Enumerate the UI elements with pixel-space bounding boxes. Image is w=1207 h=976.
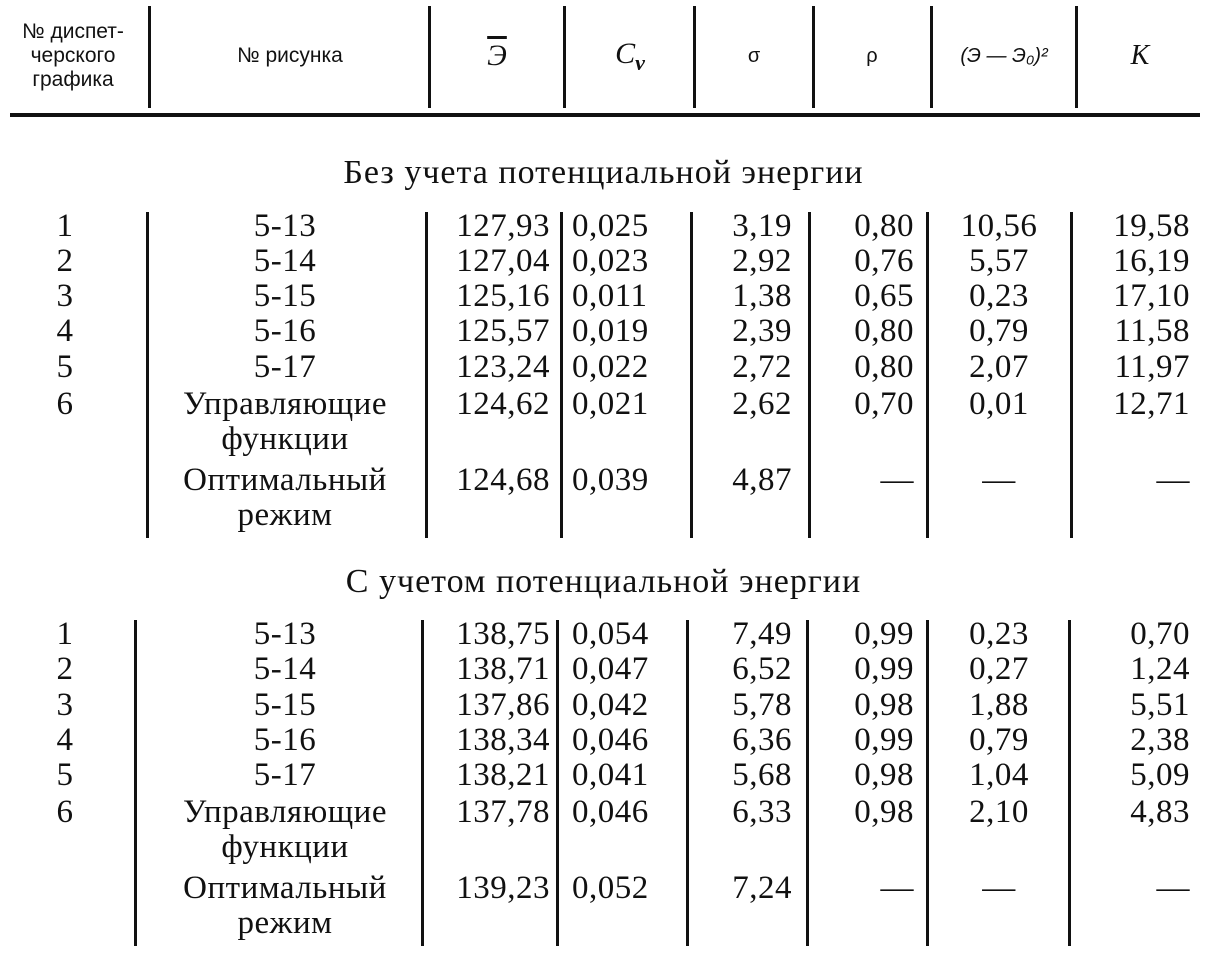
table-cell-rho: 0,80 (854, 349, 914, 385)
table-cell-squared-deviation: 0,01 (969, 386, 1029, 422)
table-cell-rho: 0,70 (854, 386, 914, 422)
table-cell-rho: 0,98 (854, 794, 914, 830)
column-divider (560, 212, 563, 538)
header-col-figure (152, 0, 428, 112)
table-cell-squared-deviation: 0,27 (969, 651, 1029, 687)
table-cell-rho: 0,99 (854, 616, 914, 652)
table-cell-energy: 137,78 (456, 794, 550, 830)
table-cell-squared-deviation: 1,88 (969, 687, 1029, 723)
column-divider (926, 212, 929, 538)
table-cell-k: 11,58 (1114, 313, 1190, 349)
table-cell-sigma: 2,62 (732, 386, 792, 422)
table-cell-k: 17,10 (1113, 278, 1190, 314)
table-cell-energy: 127,93 (456, 208, 550, 244)
table-cell-figure: 5-13 (253, 616, 317, 652)
table-cell-cv: 0,021 (572, 386, 649, 422)
table-cell-rho: 0,76 (854, 243, 914, 279)
table-cell-figure: Управляющие функции (183, 794, 387, 865)
table-cell-rho: 0,65 (854, 278, 914, 314)
column-divider (421, 620, 424, 946)
table-cell-k: — (1156, 462, 1190, 498)
table-cell-squared-deviation: 2,07 (969, 349, 1029, 385)
header-col-dispatch-number (0, 0, 146, 112)
header-col-squared-deviation (934, 0, 1074, 112)
header-divider (1075, 6, 1078, 108)
table-cell-figure: 5-15 (253, 278, 317, 314)
table-cell-cv: 0,054 (572, 616, 649, 652)
header-col-k-label: K (1130, 40, 1150, 71)
table-cell-number: 6 (56, 386, 74, 422)
table-cell-figure: 5-16 (253, 722, 317, 758)
table-cell-squared-deviation: — (982, 462, 1016, 498)
table-cell-rho: 0,80 (854, 208, 914, 244)
column-divider (690, 212, 693, 538)
header-col-rho-label: ρ (866, 44, 878, 67)
table-cell-figure: 5-15 (253, 687, 317, 723)
table-cell-squared-deviation: 0,23 (969, 278, 1029, 314)
table-cell-cv: 0,041 (572, 757, 649, 793)
column-divider (425, 212, 428, 538)
table-cell-rho: 0,98 (854, 687, 914, 723)
header-col-k (1080, 0, 1200, 112)
header-col-energy (432, 0, 562, 112)
table-cell-sigma: 1,38 (732, 278, 792, 314)
table-cell-sigma: 2,92 (732, 243, 792, 279)
table-cell-cv: 0,052 (572, 870, 649, 906)
header-bottom-rule (10, 113, 1200, 117)
header-col-rho (816, 0, 928, 112)
table-cell-figure: Оптимальный режим (183, 870, 387, 941)
table-cell-energy: 138,21 (456, 757, 550, 793)
header-col-dispatch-number-line-2: черского (30, 44, 116, 67)
column-divider (146, 212, 149, 538)
table-cell-cv: 0,023 (572, 243, 649, 279)
table-cell-energy: 138,34 (456, 722, 550, 758)
table-cell-sigma: 4,87 (732, 462, 792, 498)
table-cell-sigma: 2,39 (732, 313, 792, 349)
header-divider (812, 6, 815, 108)
header-col-figure-label: № рисунка (237, 44, 343, 67)
table-cell-number: 1 (56, 208, 74, 244)
table-cell-squared-deviation: 5,57 (969, 243, 1029, 279)
table-cell-k: 4,83 (1130, 794, 1190, 830)
table-cell-cv: 0,039 (572, 462, 649, 498)
table-cell-rho: 0,80 (854, 313, 914, 349)
table-cell-squared-deviation: 1,04 (969, 757, 1029, 793)
table-cell-cv: 0,025 (572, 208, 649, 244)
table-cell-energy: 138,71 (456, 651, 550, 687)
column-divider (686, 620, 689, 946)
header-col-cv-sub: v (635, 49, 645, 75)
header-divider (148, 6, 151, 108)
table-cell-figure: 5-17 (253, 757, 317, 793)
table-cell-sigma: 2,72 (732, 349, 792, 385)
table-cell-k: 19,58 (1113, 208, 1190, 244)
column-divider (556, 620, 559, 946)
table-cell-squared-deviation: 0,79 (969, 722, 1029, 758)
header-col-cv (568, 0, 692, 112)
table-cell-number: 2 (56, 243, 74, 279)
table-cell-rho: 0,98 (854, 757, 914, 793)
header-col-dispatch-number-line-3: графика (32, 68, 114, 91)
table-cell-k: 1,24 (1130, 651, 1190, 687)
table-cell-squared-deviation: 0,23 (969, 616, 1029, 652)
table-cell-sigma: 7,49 (732, 616, 792, 652)
table-cell-sigma: 6,33 (732, 794, 792, 830)
column-divider (134, 620, 137, 946)
table-cell-number: 3 (56, 278, 74, 314)
table-cell-squared-deviation: 10,56 (960, 208, 1038, 244)
table-cell-figure: 5-13 (253, 208, 317, 244)
table-cell-energy: 125,57 (456, 313, 550, 349)
table-cell-figure: Управляющие функции (183, 386, 387, 457)
table-cell-energy: 139,23 (456, 870, 550, 906)
table-cell-k: 16,19 (1113, 243, 1190, 279)
header-col-sigma (698, 0, 810, 112)
table-cell-rho: — (880, 870, 914, 906)
header-divider (930, 6, 933, 108)
table-cell-rho: 0,99 (854, 722, 914, 758)
table-cell-figure: 5-14 (253, 651, 317, 687)
table-cell-figure: 5-14 (253, 243, 317, 279)
table-cell-k: — (1156, 870, 1190, 906)
table-cell-number: 6 (56, 794, 74, 830)
table-cell-number: 5 (56, 349, 74, 385)
table-cell-energy: 124,62 (456, 386, 550, 422)
table-cell-sigma: 3,19 (732, 208, 792, 244)
table-cell-rho: 0,99 (854, 651, 914, 687)
table-cell-number: 4 (56, 313, 74, 349)
table-cell-cv: 0,046 (572, 722, 649, 758)
table-cell-k: 12,71 (1113, 386, 1190, 422)
table-cell-energy: 125,16 (456, 278, 550, 314)
table-cell-energy: 123,24 (456, 349, 550, 385)
column-divider (1068, 620, 1071, 946)
table-cell-number: 2 (56, 651, 74, 687)
table-cell-figure: Оптимальный режим (183, 462, 387, 533)
table-cell-number: 1 (56, 616, 74, 652)
table-cell-cv: 0,022 (572, 349, 649, 385)
table-cell-rho: — (880, 462, 914, 498)
column-divider (926, 620, 929, 946)
table-cell-cv: 0,011 (572, 278, 648, 314)
table-cell-k: 11,97 (1114, 349, 1190, 385)
table-cell-k: 5,09 (1130, 757, 1190, 793)
table-cell-sigma: 5,78 (732, 687, 792, 723)
column-divider (806, 620, 809, 946)
table-cell-number: 5 (56, 757, 74, 793)
header-divider (428, 6, 431, 108)
table-cell-energy: 124,68 (456, 462, 550, 498)
header-col-squared-deviation-label: (Э — Э₀)² (960, 44, 1048, 67)
table-cell-figure: 5-17 (253, 349, 317, 385)
table-cell-energy: 127,04 (456, 243, 550, 279)
table-cell-k: 0,70 (1130, 616, 1190, 652)
table-cell-energy: 138,75 (456, 616, 550, 652)
header-col-cv-label (615, 37, 645, 76)
table-cell-squared-deviation: — (982, 870, 1016, 906)
header-col-cv-main: C (615, 36, 636, 70)
table-cell-sigma: 7,24 (732, 870, 792, 906)
section-title-without-potential-energy: Без учета потенциальной энергии (343, 154, 864, 191)
table-cell-squared-deviation: 2,10 (969, 794, 1029, 830)
table-cell-sigma: 6,52 (732, 651, 792, 687)
table-cell-k: 2,38 (1130, 722, 1190, 758)
table-cell-cv: 0,047 (572, 651, 649, 687)
header-divider (563, 6, 566, 108)
table-cell-number: 3 (56, 687, 74, 723)
header-col-sigma-label: σ (747, 44, 761, 67)
column-divider (808, 212, 811, 538)
table-cell-cv: 0,046 (572, 794, 649, 830)
table-cell-sigma: 5,68 (732, 757, 792, 793)
section-title-with-potential-energy: С учетом потенциальной энергии (345, 563, 862, 600)
column-divider (1070, 212, 1073, 538)
table-cell-squared-deviation: 0,79 (969, 313, 1029, 349)
header-divider (693, 6, 696, 108)
table-cell-number: 4 (56, 722, 74, 758)
header-col-energy-label: Э (487, 39, 507, 72)
table-cell-cv: 0,042 (572, 687, 649, 723)
table-cell-sigma: 6,36 (732, 722, 792, 758)
header-col-dispatch-number-line-1: № диспет- (22, 20, 124, 43)
table-cell-energy: 137,86 (456, 687, 550, 723)
table-cell-cv: 0,019 (572, 313, 649, 349)
table-cell-k: 5,51 (1130, 687, 1190, 723)
table-cell-figure: 5-16 (253, 313, 317, 349)
